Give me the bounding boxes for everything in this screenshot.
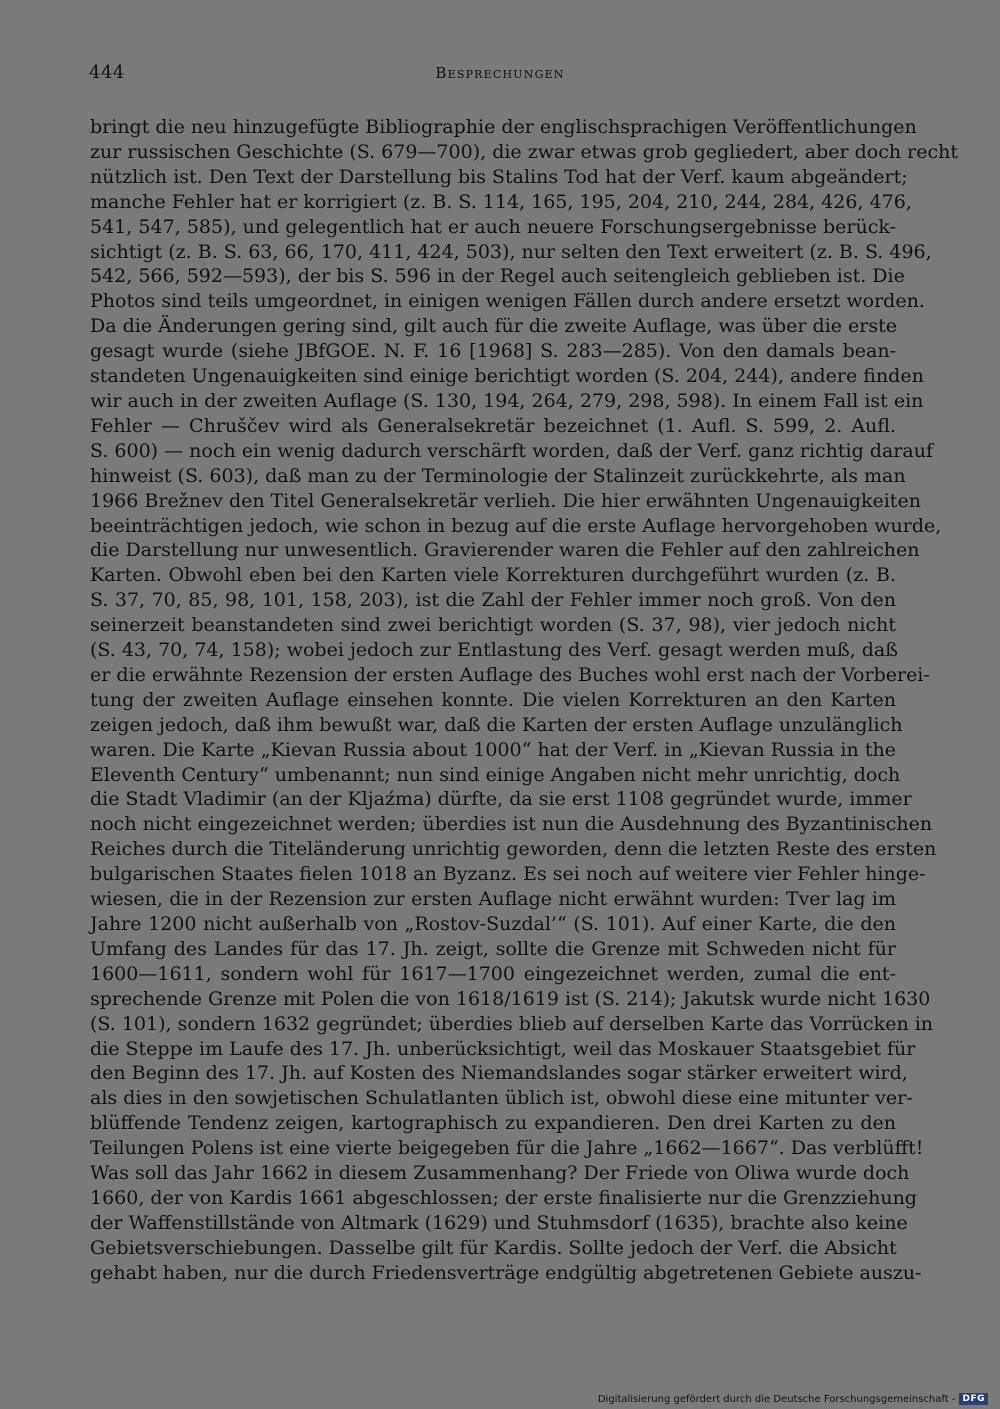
text-line: (S. 101), sondern 1632 gegründet; überdies blieb auf derselben Karte das Vorrücken in [90, 1012, 934, 1035]
page-number: 444 [89, 62, 125, 83]
text-line: blüffende Tendenz zeigen, kartographisch zu expandieren. Den drei Karten zu den [90, 1112, 896, 1135]
text-line: Umfang des Landes für das 17. Jh. zeigt, sollte die Grenze mit Schweden nicht für [90, 937, 896, 960]
text-line: die Steppe im Laufe des 17. Jh. unberücksichtigt, weil das Moskauer Staatsgebiet für [90, 1037, 916, 1060]
text-line: als dies in den sowjetischen Schulatlanten üblich ist, obwohl diese eine mitunter ver- [90, 1087, 913, 1110]
text-line: Fehler — Chruščev wird als Generalsekretär bezeichnet (1. Aufl. S. 599, 2. Aufl. [90, 414, 896, 437]
text-line: seinerzeit beanstandeten sind zwei berichtigt worden (S. 37, 98), vier jedoch nicht [90, 614, 896, 637]
text-line: der Waffenstillstände von Altmark (1629) und Stuhmsdorf (1635), brachte also keine [90, 1211, 908, 1234]
text-line: nützlich ist. Den Text der Darstellung bis Stalins Tod hat der Verf. kaum abgeändert; [90, 165, 908, 188]
text-line: Was soll das Jahr 1662 in diesem Zusammenhang? Der Friede von Oliwa wurde doch [90, 1162, 910, 1185]
text-line: S. 37, 70, 85, 98, 101, 158, 203), ist die Zahl der Fehler immer noch groß. Von den [90, 589, 896, 612]
text-line: Eleventh Century“ umbenannt; nun sind einige Angaben nicht mehr unrichtig, doch [90, 763, 901, 786]
text-line: zeigen jedoch, daß ihm bewußt war, daß die Karten der ersten Auflage unzulänglich [90, 713, 903, 736]
text-line: sprechende Grenze mit Polen die von 1618/1619 ist (S. 214); Jakutsk wurde nicht 1630 [90, 987, 931, 1010]
text-line: S. 600) — noch ein wenig dadurch verschärft worden, daß der Verf. ganz richtig darauf [90, 439, 933, 462]
text-line: bulgarischen Staates fielen 1018 an Byzanz. Es sei noch auf weitere vier Fehler hinge- [90, 863, 926, 886]
credit-text: Digitalisierung gefördert durch die Deutsche Forschungsgemeinschaft - [597, 1393, 956, 1405]
text-line: die Stadt Vladimir (an der Kljaźma) dürfte, da sie erst 1108 gegründet wurde, immer [90, 788, 912, 811]
running-title: Besprechungen [435, 64, 565, 82]
text-line: 541, 547, 585), und gelegentlich hat er auch neuere Forschungsergebnisse berück- [90, 215, 896, 238]
text-line: Da die Änderungen gering sind, gilt auch für die zweite Auflage, was über die erste [90, 315, 898, 338]
text-line: (S. 43, 70, 74, 158); wobei jedoch zur Entlastung des Verf. gesagt werden muß, daß [90, 639, 898, 662]
text-line: waren. Die Karte „Kievan Russia about 1000“ hat der Verf. in „Kievan Russia in the [90, 738, 896, 761]
text-line: zur russischen Geschichte (S. 679—700), die zwar etwas grob gegliedert, aber doch recht [90, 140, 958, 163]
text-line: die Darstellung nur unwesentlich. Gravierender waren die Fehler auf den zahlreichen [90, 539, 920, 562]
dfg-logo: DFG [959, 1393, 988, 1405]
text-line: wir auch in der zweiten Auflage (S. 130, 194, 264, 279, 298, 598). In einem Fall ist ein [90, 389, 924, 412]
text-line: wiesen, die in der Rezension zur ersten Auflage nicht erwähnt wurden: Tver lag im [90, 888, 896, 911]
text-line: Photos sind teils umgeordnet, in einigen wenigen Fällen durch andere ersetzt worden. [90, 290, 925, 313]
digitization-credit [598, 1393, 988, 1405]
text-line: Karten. Obwohl eben bei den Karten viele Korrekturen durchgeführt wurden (z. B. [90, 564, 896, 587]
text-line: er die erwähnte Rezension der ersten Auflage des Buches wohl erst nach der Vorberei- [90, 663, 930, 686]
text-line: tung der zweiten Auflage einsehen konnte. Die vielen Korrekturen an den Karten [90, 688, 896, 711]
text-line: standeten Ungenauigkeiten sind einige berichtigt worden (S. 204, 244), andere finden [90, 365, 924, 388]
text-line: gehabt haben, nur die durch Friedensverträge endgültig abgetretenen Gebiete auszu- [90, 1261, 922, 1284]
text-line: gesagt wurde (siehe JBfGOE. N. F. 16 [1968] S. 283—285). Von den damals bean- [90, 340, 896, 363]
text-line: 542, 566, 592—593), der bis S. 596 in der Regel auch seitengleich geblieben ist. Die [90, 265, 905, 288]
text-line: sichtigt (z. B. S. 63, 66, 170, 411, 424, 503), nur selten den Text erweitert (z. B. S. 496, [90, 240, 932, 263]
text-line: beeinträchtigen jedoch, wie schon in bezug auf die erste Auflage hervorgehoben wurde, [90, 514, 942, 537]
text-line: Gebietsverschiebungen. Dasselbe gilt für Kardis. Sollte jedoch der Verf. die Absicht [90, 1236, 897, 1259]
text-line: bringt die neu hinzugefügte Bibliographie der englischsprachigen Veröffentlichungen [90, 116, 917, 138]
text-line: noch nicht eingezeichnet werden; überdies ist nun die Ausdehnung des Byzantinischen [90, 813, 933, 836]
text-line: 1600—1611, sondern wohl für 1617—1700 eingezeichnet werden, zumal die ent- [90, 962, 896, 985]
text-line: den Beginn des 17. Jh. auf Kosten des Niemandslandes sogar stärker erweitert wird, [90, 1062, 908, 1085]
text-line: Teilungen Polens ist eine vierte beigegeben für die Jahre „1662—1667“. Das verblüfft! [90, 1137, 924, 1160]
text-line: 1966 Brežnev den Titel Generalsekretär verlieh. Die hier erwähnten Ungenauigkeiten [90, 489, 921, 512]
text-line: hinweist (S. 603), daß man zu der Terminologie der Stalinzeit zurückkehrte, als man [90, 464, 906, 487]
text-line: Reiches durch die Titeländerung unrichtig geworden, denn die letzten Reste des ersten [90, 838, 937, 861]
text-line: Jahre 1200 nicht außerhalb von „Rostov-Suzdal’“ (S. 101). Auf einer Karte, die den [90, 913, 896, 935]
text-line: manche Fehler hat er korrigiert (z. B. S. 114, 165, 195, 204, 210, 244, 284, 426, 476, [90, 190, 912, 213]
text-line: 1660, der von Kardis 1661 abgeschlossen; der erste finalisierte nur die Grenzziehung [90, 1186, 917, 1209]
review-body-text [90, 115, 958, 1286]
